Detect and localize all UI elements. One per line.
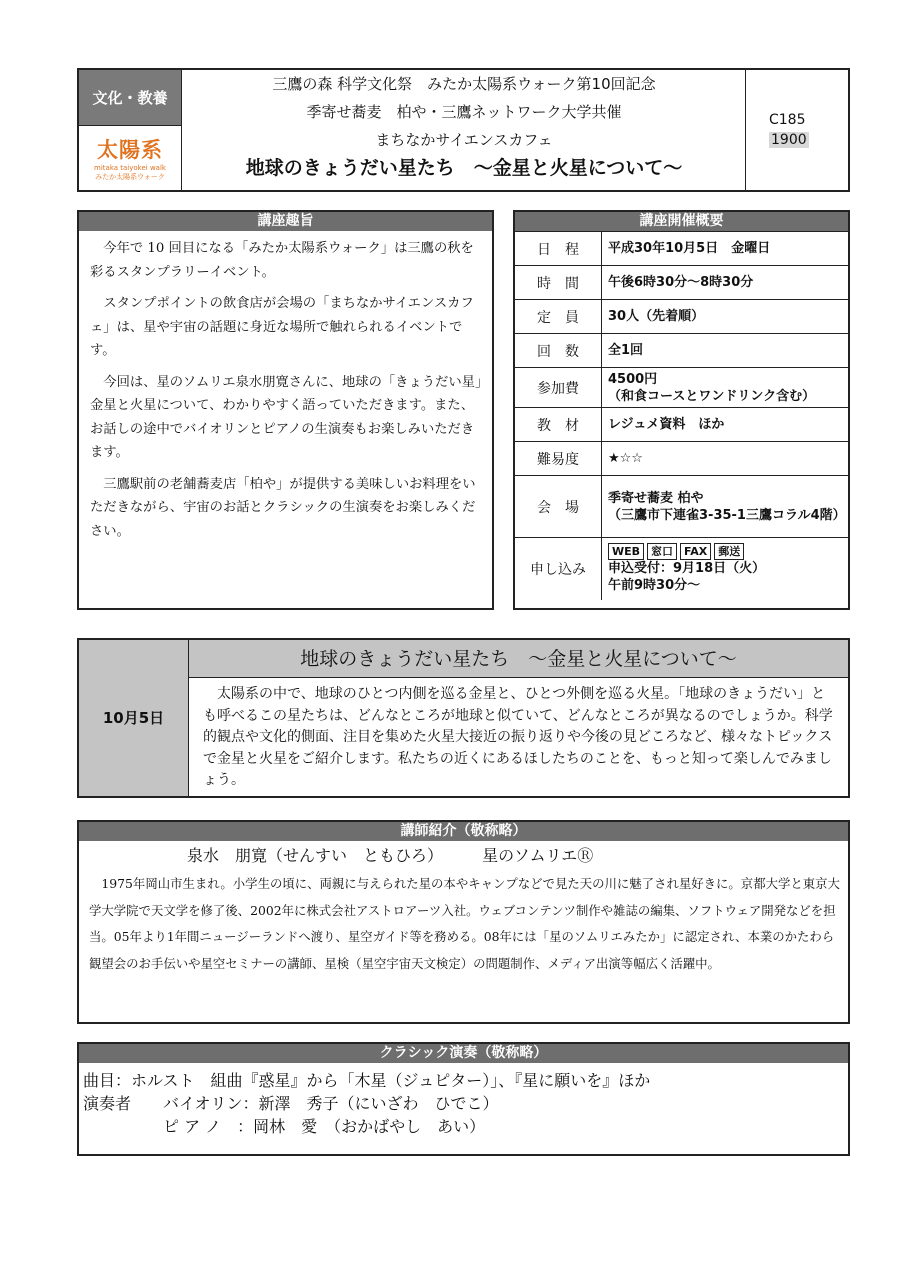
music-section [77, 1042, 850, 1156]
apply-method-window: 窓口 [647, 543, 677, 560]
music-heading: クラシック演奏（敬称略） [79, 1044, 848, 1063]
course-code-2: 1900 [771, 132, 807, 148]
header-title: 地球のきょうだい星たち ～金星と火星について～ [245, 157, 683, 179]
overview-key: 教 材 [515, 408, 602, 442]
taiyokei-logo [79, 126, 182, 190]
course-code-1: C185 [769, 112, 806, 128]
instructor-name: 泉水 朋寛（せんすい ともひろ） [187, 846, 444, 865]
instructor-section [77, 820, 850, 1024]
apply-method-fax: FAX [680, 543, 711, 560]
apply-method-mail: 郵送 [714, 543, 744, 560]
apply-time: 午前9時30分～ [608, 578, 701, 594]
purpose-paragraph: スタンプポイントの飲食店が会場の「まちなかサイエンスカフェ」は、星や宇宙の話題に身近な場所で触れられるイベントです。 [90, 296, 474, 358]
purpose-paragraph: 三鷹駅前の老舗蕎麦店「柏や」が提供する美味しいお料理をいただきながら、宇宙のお話とクラシックの生演奏をお楽しみください。 [90, 476, 476, 539]
overview-key: 参加費 [515, 368, 602, 408]
overview-section [513, 210, 850, 610]
header-line2: 季寄せ蕎麦 柏や・三鷹ネットワーク大学共催 [306, 103, 622, 121]
purpose-section [77, 210, 494, 610]
course-code [769, 110, 809, 150]
apply-date: 申込受付：9月18日（火） [608, 561, 766, 577]
overview-value-note: （和食コースとワンドリンク含む） [608, 388, 816, 404]
overview-key: 申し込み [515, 538, 602, 600]
apply-method-web: WEB [608, 543, 644, 560]
overview-key: 時 間 [515, 266, 602, 300]
category-label: 文化・教養 [79, 70, 182, 126]
purpose-heading: 講座趣旨 [79, 212, 492, 231]
lecture-section [77, 638, 850, 798]
venue-name: 季寄せ蕎麦 柏や [608, 490, 704, 506]
logo-sub-kana: みたか太陽系ウォーク [95, 173, 165, 181]
purpose-paragraph: 今回は、星のソムリエ泉水朋寛さんに、地球の「きょうだい星」金星と火星について、わかりやすく語っていただきます。また、お話しの途中でバイオリンとピアノの生演奏もお楽しみいただきます。 [90, 374, 482, 460]
logo-sub-roman: mitaka taiyokei walk [94, 164, 166, 172]
overview-heading: 講座開催概要 [515, 212, 848, 231]
header-center [183, 70, 746, 190]
difficulty-stars: ★☆☆ [602, 442, 849, 476]
overview-value: 午後6時30分～8時30分 [602, 266, 849, 300]
overview-key: 日 程 [515, 232, 602, 266]
instructor-heading: 講師紹介（敬称略） [79, 822, 848, 841]
header-line1: 三鷹の森 科学文化祭 みたか太陽系ウォーク第10回記念 [272, 75, 656, 93]
header-box [77, 68, 850, 192]
overview-key: 定 員 [515, 300, 602, 334]
instructor-bio: 1975年岡山市生まれ。小学生の頃に、両親に与えられた星の本やキャンプなどで見た天の川に魅了され星好きに。京都大学と東京大学大学院で天文学を修了後、2002年に株式会社アストロアーツ入社。ウェブコンテンツ制作や雑誌の編集、ソフトウェア開発などを担当。05年より1年間ニュージーランドへ渡り、星空ガイド等を務める。08年には「星のソムリエみたか」に認定され、本業のかたわら観望会のお手伝いや星空セミナーの講師、星検（星空宇宙天文検定）の問題制作、メディア出演等幅広く活躍中。 [89, 876, 840, 971]
overview-key: 会 場 [515, 476, 602, 538]
purpose-paragraph: 今年で 10 回目になる「みたか太陽系ウォーク」は三鷹の秋を彩るスタンプラリーイベント。 [90, 241, 474, 280]
lecture-description: 太陽系の中で、地球のひとつ内側を巡る金星と、ひとつ外側を巡る火星。「地球のきょうだい」とも呼べるこの星たちは、どんなところが地球と似ていて、どんなところが異なるのでしょうか。科学的観点や文化的側面、注目を集めた火星大接近の振り返りや今後の見どころなど、様々なトピックスで金星と火星をご紹介します。私たちの近くにあるほしたちのことを、もっと知って楽しんでみましょう。 [203, 686, 833, 788]
overview-value: レジュメ資料 ほか [602, 408, 849, 442]
overview-value: 平成30年10月5日 金曜日 [602, 232, 849, 266]
lecture-date: 10月5日 [79, 640, 189, 796]
music-violinist: 演奏者 バイオリン：新澤 秀子（にいざわ ひでこ） [83, 1094, 499, 1113]
overview-table [515, 231, 848, 600]
music-program: 曲目：ホルスト 組曲『惑星』から「木星（ジュピター）」、『星に願いを』ほか [83, 1071, 651, 1090]
overview-value: 4500円 [608, 371, 658, 387]
overview-value: 全1回 [602, 334, 849, 368]
logo-main: 太陽系 [97, 138, 163, 162]
venue-address: （三鷹市下連雀3-35-1三鷹コラル4階） [608, 507, 846, 523]
instructor-title: 星のソムリエⓇ [482, 846, 594, 865]
overview-key: 回 数 [515, 334, 602, 368]
music-pianist: ピ ア ノ ：岡林 愛 （おかばやし あい） [83, 1117, 486, 1136]
overview-value: 30人（先着順） [602, 300, 849, 334]
header-line3: まちなかサイエンスカフェ [375, 131, 553, 149]
overview-key: 難易度 [515, 442, 602, 476]
lecture-title: 地球のきょうだい星たち ～金星と火星について～ [189, 640, 848, 678]
